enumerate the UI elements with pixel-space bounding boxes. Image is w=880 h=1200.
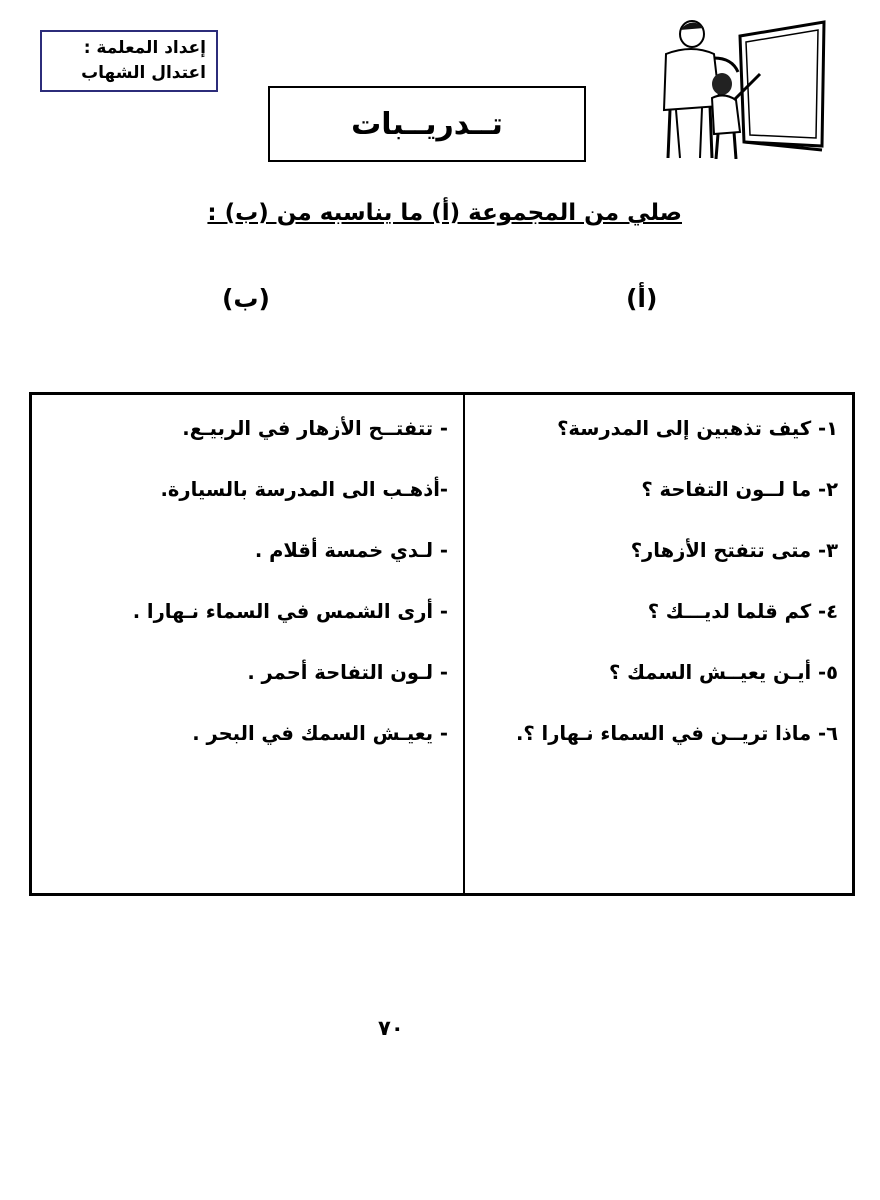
group-b-item: - لـدي خمسة أقلام .: [254, 539, 448, 562]
group-a-column: [448, 417, 838, 783]
group-a-item: ٤- كم قلما لديـــك ؟: [647, 600, 838, 623]
group-b-item: - يعيـش السمك في البحر .: [192, 722, 448, 745]
group-b-heading: (ب): [222, 284, 270, 313]
chalkboard-icon: [740, 22, 824, 150]
group-a-item: ٥- أيـن يعيــش السمك ؟: [609, 661, 838, 684]
group-a-item: ١- كيف تذهبين إلى المدرسة؟: [557, 417, 838, 440]
prepared-by-label: إعداد المعلمة :: [83, 38, 206, 58]
group-a-item: ٢- ما لــون التفاحة ؟: [641, 478, 838, 501]
page-title: تــدريــبات: [351, 106, 503, 142]
group-a-heading: (أ): [626, 284, 658, 313]
prepared-by-name: اعتدال الشهاب: [81, 63, 206, 83]
group-b-item: - لـون التفاحة أحمر .: [247, 661, 448, 684]
teacher-student-board-illustration: [640, 14, 830, 159]
title-box: [268, 86, 586, 162]
prepared-by-box: [40, 30, 218, 92]
group-b-column: [48, 417, 448, 783]
group-b-item: - تتفتــح الأزهار في الربيـع.: [182, 417, 448, 440]
group-b-item: -أذهـب الى المدرسة بالسيارة.: [160, 478, 448, 501]
page-number: ٧٠: [378, 1016, 404, 1040]
matching-table: [29, 392, 855, 896]
group-b-item: - أرى الشمس في السماء نـهارا .: [132, 600, 448, 623]
group-a-item: ٣- متى تتفتح الأزهار؟: [630, 539, 838, 562]
exercise-instruction: صلي من المجموعة (أ) ما يناسبه من (ب) :: [207, 200, 682, 226]
group-a-item: ٦- ماذا تريــن في السماء نـهارا ؟.: [516, 722, 838, 745]
